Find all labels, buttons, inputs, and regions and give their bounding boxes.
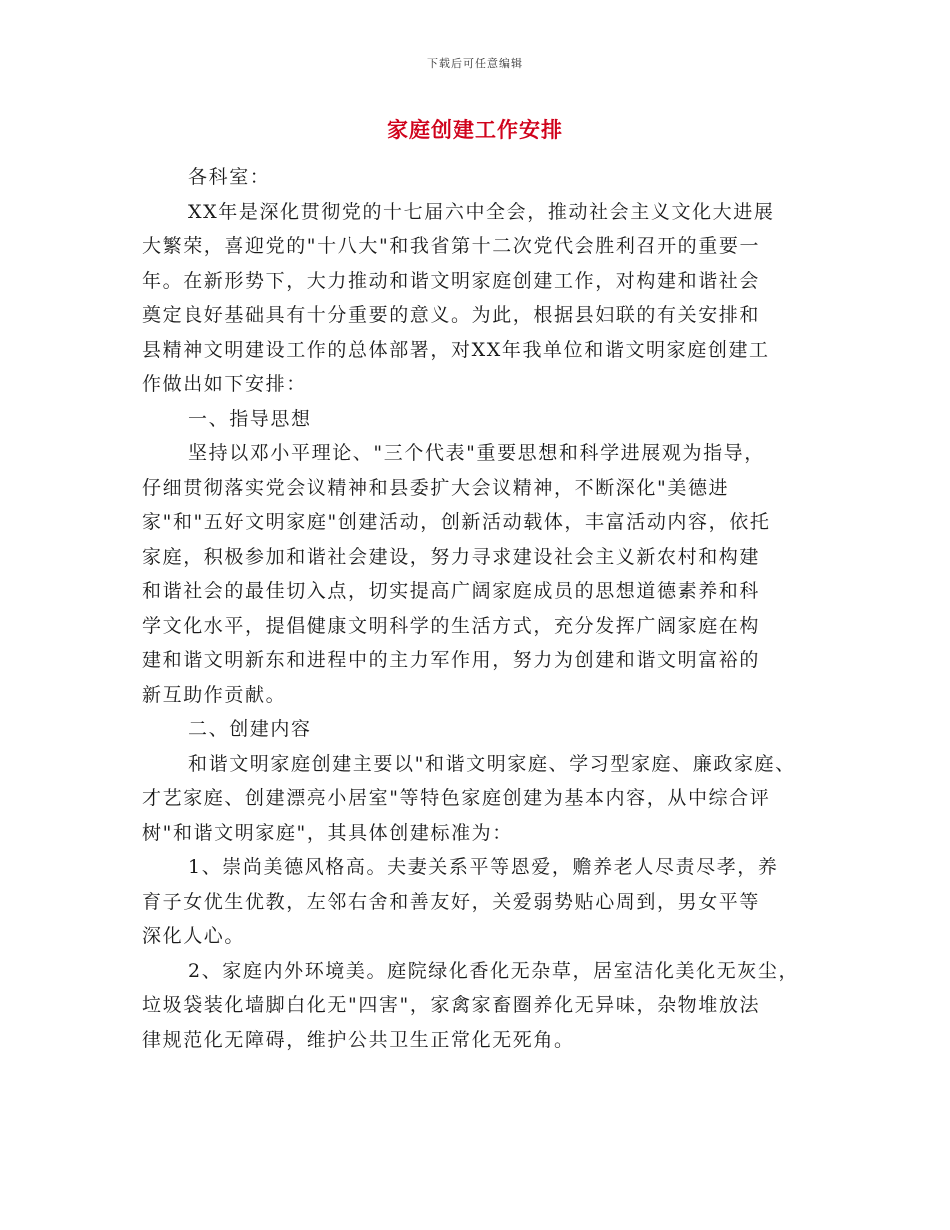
text-line: 树"和谐文明家庭"，其具体创建标准为： xyxy=(142,821,513,844)
text-line: 奠定良好基础具有十分重要的意义。为此，根据县妇联的有关安排和 xyxy=(142,304,761,326)
text-line: 坚持以邓小平理论、"三个代表"重要思想和科学进展观为指导， xyxy=(188,442,765,464)
text-line: 年。在新形势下，大力推动和谐文明家庭创建工作，对构建和谐社会 xyxy=(142,269,761,292)
text-line: 1、崇尚美德风格高。夫妻关系平等恩爱，赡养老人尽责尽孝，养 xyxy=(188,856,779,878)
text-line: 家庭，积极参加和谐社会建设，努力寻求建设社会主义新农村和构建 xyxy=(142,545,761,568)
text-line: 各科室： xyxy=(188,166,271,188)
text-line: 大繁荣，喜迎党的"十八大"和我省第十二次党代会胜利召开的重要一 xyxy=(142,235,761,257)
text-line: 新互助作贡献。 xyxy=(142,683,287,706)
document-title: 家庭创建工作安排 xyxy=(387,117,563,142)
text-line: 垃圾袋装化墙脚白化无"四害"，家禽家畜圈养化无异味，杂物堆放法 xyxy=(142,994,761,1016)
text-line: 才艺家庭、创建漂亮小居室"等特色家庭创建为基本内容，从中综合评 xyxy=(142,787,771,809)
text-line: 育子女优生优教，左邻右舍和善友好，关爱弱势贴心周到，男女平等 xyxy=(142,890,761,913)
text-line: 2、家庭内外环境美。庭院绿化香化无杂草，居室洁化美化无灰尘， xyxy=(188,959,800,982)
text-line: 和谐社会的最佳切入点，切实提高广阔家庭成员的思想道德素养和科 xyxy=(142,580,761,602)
text-line: 深化人心。 xyxy=(142,925,246,947)
text-line: 二、创建内容 xyxy=(188,718,312,740)
text-line: XX年是深化贯彻党的十七届六中全会，推动社会主义文化大进展 xyxy=(188,200,775,223)
text-line: 律规范化无障碍，维护公共卫生正常化无死角。 xyxy=(142,1028,575,1051)
text-line: 和谐文明家庭创建主要以"和谐文明家庭、学习型家庭、廉政家庭、 xyxy=(188,752,796,775)
text-line: 建和谐文明新东和进程中的主力军作用，努力为创建和谐文明富裕的 xyxy=(142,649,761,671)
header-note: 下载后可任意编辑 xyxy=(427,57,523,70)
text-line: 县精神文明建设工作的总体部署，对XX年我单位和谐文明家庭创建工 xyxy=(142,338,770,361)
text-line: 一、指导思想 xyxy=(188,407,312,430)
document-body xyxy=(142,160,822,1057)
text-line: 家"和"五好文明家庭"创建活动，创新活动载体，丰富活动内容，依托 xyxy=(142,511,771,533)
text-line: 仔细贯彻落实党会议精神和县委扩大会议精神，不断深化"美德进 xyxy=(142,476,730,499)
text-line: 作做出如下安排： xyxy=(142,373,307,395)
text-line: 学文化水平，提倡健康文明科学的生活方式，充分发挥广阔家庭在构 xyxy=(142,614,761,637)
